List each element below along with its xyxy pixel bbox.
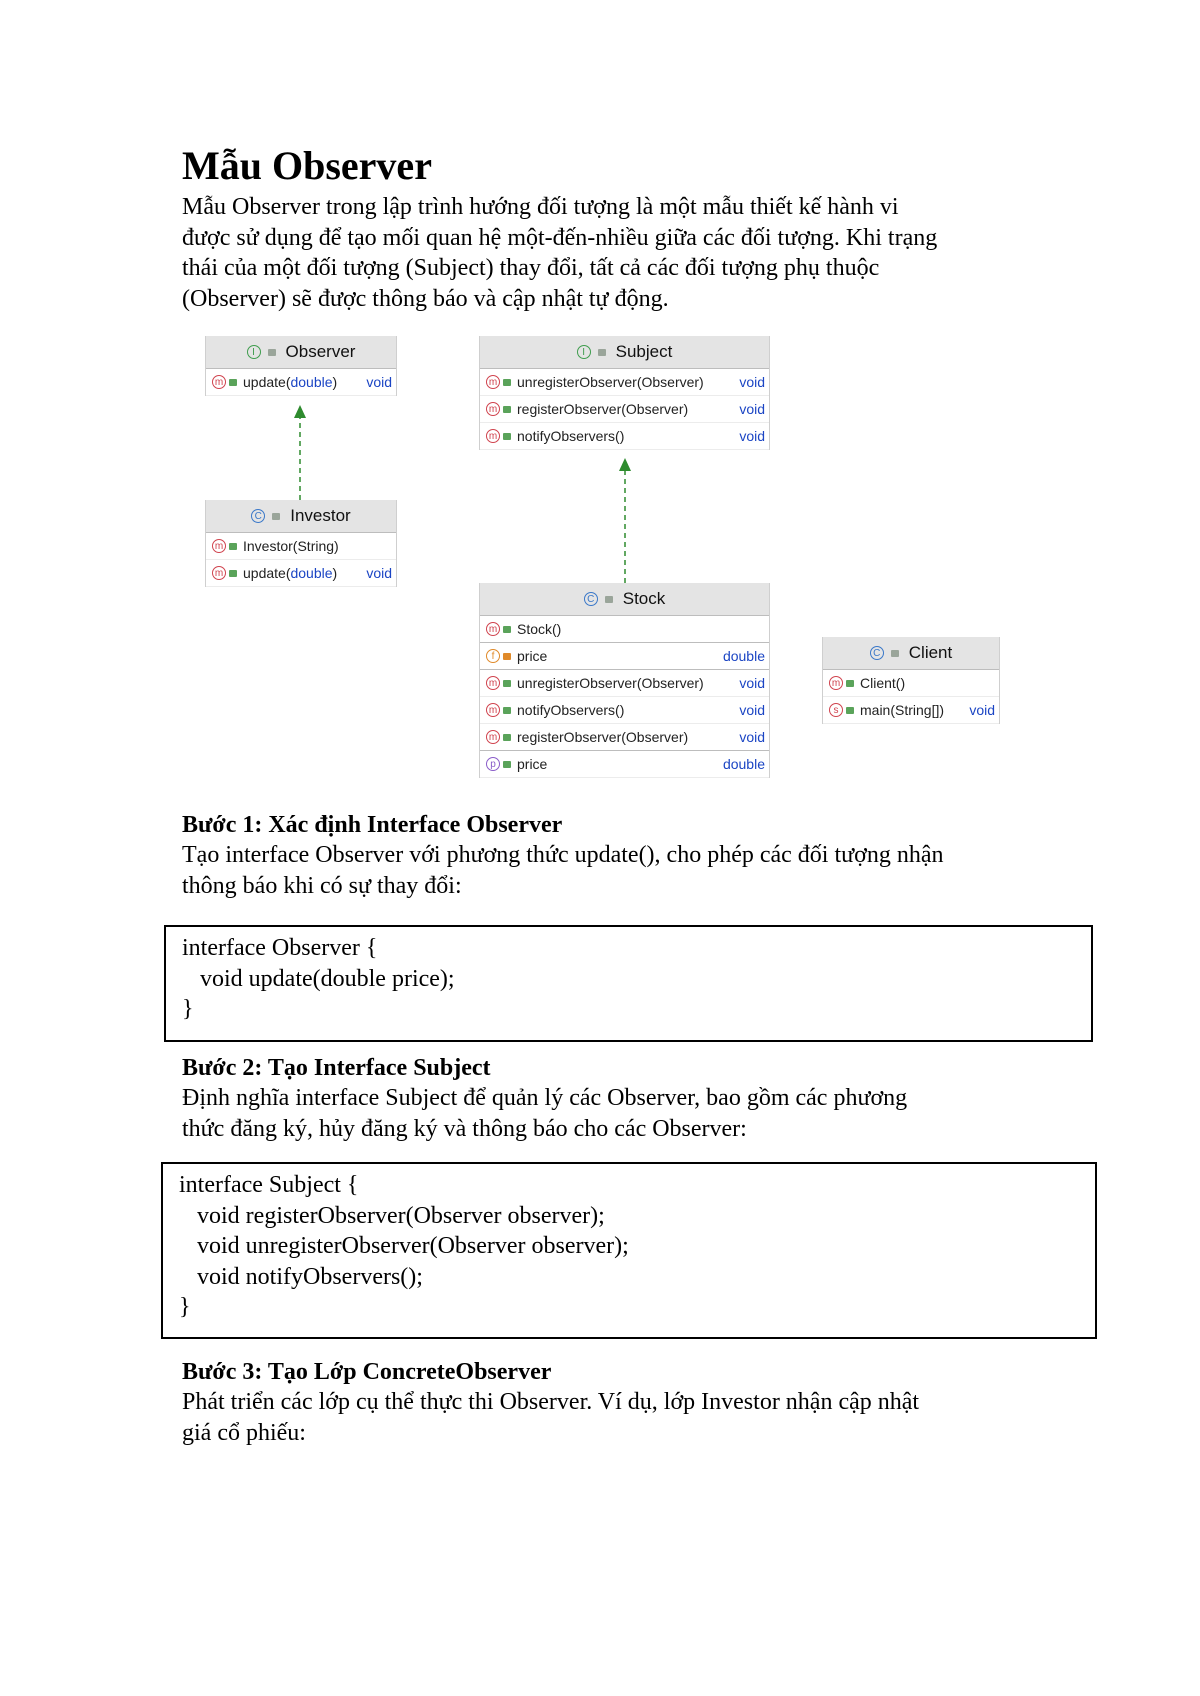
step1-paragraph	[182, 840, 1042, 901]
visibility-icon	[503, 433, 511, 440]
investor-implements-arrowhead	[294, 405, 306, 418]
uml-member-name: registerObserver(Observer)	[517, 729, 689, 745]
uml-class-header	[206, 336, 396, 369]
visibility-icon	[229, 543, 237, 550]
uml-method-row	[480, 423, 769, 450]
uml-member-type: void	[739, 401, 765, 417]
method-icon: m	[212, 375, 226, 389]
intro-line: (Observer) sẽ được thông báo và cập nhật tự động.	[182, 285, 669, 312]
uml-method-row	[480, 697, 769, 724]
visibility-icon	[846, 680, 854, 687]
uml-member-type: void	[739, 729, 765, 745]
uml-method-row	[206, 369, 396, 396]
method-icon: m	[486, 429, 500, 443]
uml-class-client	[822, 637, 1000, 724]
method-icon: m	[829, 676, 843, 690]
visibility-icon	[229, 570, 237, 577]
uml-member-type: void	[739, 702, 765, 718]
uml-interface-subject	[479, 336, 770, 450]
class-icon: C	[870, 646, 884, 660]
uml-interface-observer	[205, 336, 397, 396]
step3-paragraph	[182, 1387, 1042, 1448]
visibility-icon	[891, 650, 899, 657]
method-icon: m	[486, 402, 500, 416]
code-line: interface Subject {	[179, 1172, 359, 1198]
visibility-icon	[503, 406, 511, 413]
uml-method-row	[480, 396, 769, 423]
method-icon: m	[486, 375, 500, 389]
intro-line: được sử dụng để tạo mối quan hệ một-đến-nhiều giữa các đối tượng. Khi trạng	[182, 224, 938, 251]
uml-member-name: registerObserver(Observer)	[517, 401, 689, 417]
visibility-icon	[503, 734, 511, 741]
intro-line: Mẫu Observer trong lập trình hướng đối tượng là một mẫu thiết kế hành vi	[182, 194, 899, 220]
interface-icon: I	[577, 345, 591, 359]
uml-member-name: update(double)	[243, 565, 338, 581]
method-icon: m	[486, 676, 500, 690]
page-title: Mẫu Observer	[182, 143, 432, 188]
step3-line: giá cổ phiếu:	[182, 1419, 306, 1446]
step2-line: Định nghĩa interface Subject để quản lý các Observer, bao gồm các phương	[182, 1085, 908, 1111]
visibility-icon	[503, 626, 511, 633]
stock-implements-arrowhead	[619, 458, 631, 471]
uml-method-row	[823, 670, 999, 697]
uml-class-stock	[479, 583, 770, 778]
uml-method-row	[480, 724, 769, 751]
uml-method-row	[480, 369, 769, 396]
step1-line: Tạo interface Observer với phương thức update(), cho phép các đối tượng nhận	[182, 842, 944, 868]
uml-member-name: price	[517, 648, 548, 664]
method-icon: m	[486, 622, 500, 636]
uml-class-header	[480, 583, 769, 616]
uml-class-name: Investor	[290, 506, 351, 525]
visibility-icon	[503, 680, 511, 687]
uml-member-type: double	[722, 648, 765, 664]
uml-member-type: double	[722, 756, 765, 772]
step3-heading: Bước 3: Tạo Lớp ConcreteObserver	[182, 1359, 552, 1385]
uml-member-name: update(double)	[243, 374, 338, 390]
property-icon: p	[486, 757, 500, 771]
uml-member-type: void	[739, 374, 765, 390]
code-line: }	[182, 996, 194, 1022]
uml-member-type: void	[366, 565, 392, 581]
step1-heading: Bước 1: Xác định Interface Observer	[182, 812, 563, 838]
uml-member-name: price	[517, 756, 548, 772]
uml-class-investor	[205, 500, 397, 587]
uml-method-row	[206, 533, 396, 560]
uml-property-row	[480, 751, 769, 778]
code-line: void notifyObservers();	[179, 1263, 423, 1290]
code-line: void update(double price);	[182, 965, 455, 992]
method-icon: m	[212, 566, 226, 580]
step2-heading: Bước 2: Tạo Interface Subject	[182, 1055, 491, 1081]
method-icon: m	[486, 730, 500, 744]
visibility-icon	[268, 349, 276, 356]
uml-member-name: Investor(String)	[243, 538, 339, 554]
uml-class-name: Observer	[285, 342, 356, 361]
uml-member-type: void	[969, 702, 995, 718]
code-line: void unregisterObserver(Observer observer);	[179, 1233, 629, 1259]
static-method-icon: s	[829, 703, 843, 717]
visibility-icon	[503, 707, 511, 714]
code-line: void registerObserver(Observer observer);	[179, 1202, 605, 1229]
method-icon: m	[486, 703, 500, 717]
visibility-icon	[503, 379, 511, 386]
uml-member-name: notifyObservers()	[517, 702, 625, 718]
visibility-icon	[605, 596, 613, 603]
uml-member-name: Client()	[860, 675, 906, 691]
uml-member-name: Stock()	[517, 621, 562, 637]
uml-class-header	[823, 637, 999, 670]
visibility-icon	[229, 379, 237, 386]
field-icon: f	[486, 649, 500, 663]
interface-icon: I	[247, 345, 261, 359]
visibility-icon	[598, 349, 606, 356]
private-lock-icon	[503, 653, 511, 660]
uml-member-name: main(String[])	[860, 702, 945, 718]
uml-class-header	[480, 336, 769, 369]
uml-member-type: void	[739, 428, 765, 444]
step2-code-block	[161, 1162, 1097, 1339]
step3-line: Phát triển các lớp cụ thể thực thi Observer. Ví dụ, lớp Investor nhận cập nhật	[182, 1389, 920, 1415]
step2-paragraph	[182, 1083, 1042, 1144]
uml-method-row	[480, 670, 769, 697]
uml-class-name: Stock	[622, 589, 666, 608]
uml-method-row	[823, 697, 999, 724]
step1-line: thông báo khi có sự thay đổi:	[182, 872, 462, 899]
uml-field-row	[480, 643, 769, 670]
uml-member-name: unregisterObserver(Observer)	[517, 374, 704, 390]
visibility-icon	[503, 761, 511, 768]
uml-method-row	[480, 616, 769, 643]
uml-class-header	[206, 500, 396, 533]
class-icon: C	[251, 509, 265, 523]
uml-class-diagram	[0, 0, 1200, 800]
code-line: interface Observer {	[182, 935, 378, 961]
uml-member-type: void	[366, 374, 392, 390]
uml-class-name: Subject	[615, 342, 673, 361]
step2-line: thức đăng ký, hủy đăng ký và thông báo cho các Observer:	[182, 1115, 747, 1142]
class-icon: C	[584, 592, 598, 606]
uml-member-name: unregisterObserver(Observer)	[517, 675, 704, 691]
visibility-icon	[846, 707, 854, 714]
uml-method-row	[206, 560, 396, 587]
code-line: }	[179, 1294, 191, 1320]
uml-class-name: Client	[908, 643, 953, 662]
uml-member-type: void	[739, 675, 765, 691]
visibility-icon	[272, 513, 280, 520]
step1-code-block	[164, 925, 1093, 1042]
intro-line: thái của một đối tượng (Subject) thay đổi, tất cả các đối tượng phụ thuộc	[182, 255, 880, 281]
method-icon: m	[212, 539, 226, 553]
uml-member-name: notifyObservers()	[517, 428, 625, 444]
